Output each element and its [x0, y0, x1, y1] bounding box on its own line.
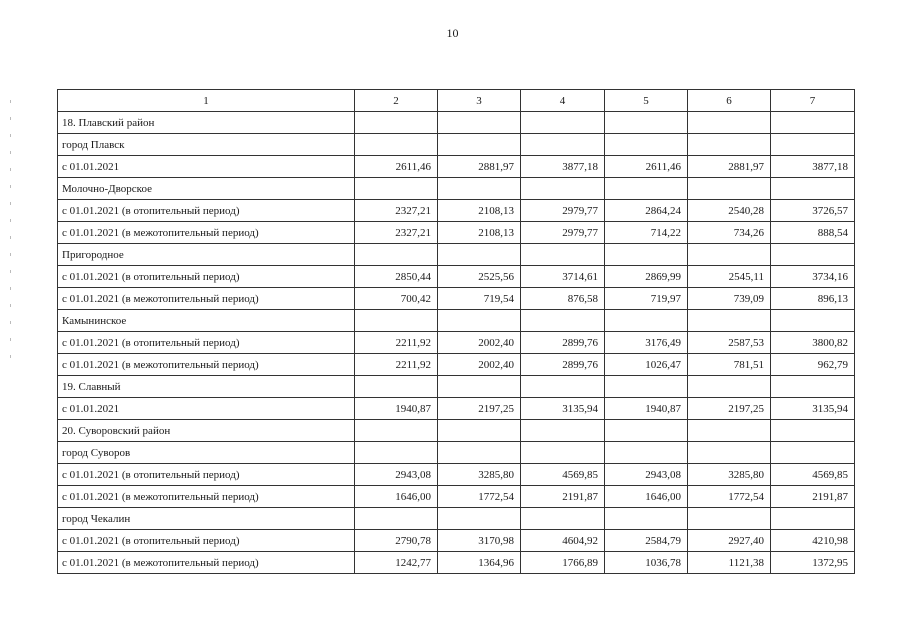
value-cell: 962,79 [771, 354, 855, 376]
value-cell: 4604,92 [521, 530, 605, 552]
value-cell [355, 112, 438, 134]
value-cell [605, 310, 688, 332]
value-cell [605, 244, 688, 266]
header-cell: 1 [58, 90, 355, 112]
value-cell: 2864,24 [605, 200, 688, 222]
value-cell: 3285,80 [688, 464, 771, 486]
value-cell [438, 442, 521, 464]
header-cell: 5 [605, 90, 688, 112]
row-label-cell: Молочно-Дворское [58, 178, 355, 200]
value-cell: 2881,97 [438, 156, 521, 178]
value-cell [605, 508, 688, 530]
value-cell: 4569,85 [771, 464, 855, 486]
value-cell: 3726,57 [771, 200, 855, 222]
value-cell [771, 244, 855, 266]
value-cell [521, 112, 605, 134]
table-row [58, 222, 855, 244]
value-cell: 2927,40 [688, 530, 771, 552]
value-cell [521, 134, 605, 156]
value-cell [521, 442, 605, 464]
value-cell: 714,22 [605, 222, 688, 244]
value-cell [688, 134, 771, 156]
table-row [58, 442, 855, 464]
value-cell [438, 310, 521, 332]
value-cell [521, 508, 605, 530]
value-cell [521, 420, 605, 442]
value-cell: 1646,00 [355, 486, 438, 508]
row-label-cell: Камынинское [58, 310, 355, 332]
value-cell: 2611,46 [355, 156, 438, 178]
value-cell [438, 112, 521, 134]
value-cell [438, 376, 521, 398]
table-row [58, 508, 855, 530]
value-cell [771, 310, 855, 332]
table-row [58, 332, 855, 354]
value-cell: 2584,79 [605, 530, 688, 552]
row-label-cell: город Плавск [58, 134, 355, 156]
row-label-cell: 19. Славный [58, 376, 355, 398]
value-cell [521, 244, 605, 266]
value-cell: 1940,87 [605, 398, 688, 420]
row-label-cell: с 01.01.2021 (в межотопительный период) [58, 222, 355, 244]
value-cell: 3176,49 [605, 332, 688, 354]
value-cell [438, 508, 521, 530]
value-cell [521, 376, 605, 398]
value-cell: 2899,76 [521, 354, 605, 376]
value-cell: 2108,13 [438, 222, 521, 244]
table-row [58, 354, 855, 376]
value-cell: 2540,28 [688, 200, 771, 222]
tariff-table [57, 89, 855, 574]
value-cell [688, 178, 771, 200]
value-cell: 2899,76 [521, 332, 605, 354]
value-cell: 4210,98 [771, 530, 855, 552]
row-label-cell: с 01.01.2021 (в отопительный период) [58, 200, 355, 222]
value-cell [438, 244, 521, 266]
header-cell: 4 [521, 90, 605, 112]
table-row [58, 200, 855, 222]
value-cell: 2790,78 [355, 530, 438, 552]
value-cell: 1772,54 [438, 486, 521, 508]
value-cell: 1364,96 [438, 552, 521, 574]
value-cell: 1372,95 [771, 552, 855, 574]
value-cell [771, 376, 855, 398]
value-cell: 3714,61 [521, 266, 605, 288]
table-row [58, 552, 855, 574]
table-row [58, 112, 855, 134]
row-label-cell: с 01.01.2021 (в отопительный период) [58, 266, 355, 288]
value-cell: 719,54 [438, 288, 521, 310]
value-cell: 896,13 [771, 288, 855, 310]
value-cell [605, 134, 688, 156]
value-cell: 1026,47 [605, 354, 688, 376]
value-cell: 2191,87 [521, 486, 605, 508]
value-cell: 2002,40 [438, 332, 521, 354]
table-row [58, 178, 855, 200]
value-cell: 1940,87 [355, 398, 438, 420]
value-cell [688, 244, 771, 266]
value-cell [438, 178, 521, 200]
row-label-cell: с 01.01.2021 (в отопительный период) [58, 530, 355, 552]
value-cell: 2191,87 [771, 486, 855, 508]
value-cell [771, 178, 855, 200]
value-cell: 4569,85 [521, 464, 605, 486]
table-row [58, 310, 855, 332]
table-row [58, 288, 855, 310]
value-cell: 876,58 [521, 288, 605, 310]
row-label-cell: с 01.01.2021 (в отопительный период) [58, 332, 355, 354]
value-cell: 3734,16 [771, 266, 855, 288]
value-cell [438, 420, 521, 442]
row-label-cell: город Чекалин [58, 508, 355, 530]
value-cell [355, 376, 438, 398]
row-label-cell: с 01.01.2021 [58, 156, 355, 178]
value-cell [771, 420, 855, 442]
value-cell [605, 420, 688, 442]
table-row [58, 464, 855, 486]
table-row [58, 486, 855, 508]
value-cell: 3170,98 [438, 530, 521, 552]
value-cell: 1646,00 [605, 486, 688, 508]
value-cell: 2525,56 [438, 266, 521, 288]
row-label-cell: 18. Плавский район [58, 112, 355, 134]
value-cell: 3800,82 [771, 332, 855, 354]
value-cell [605, 178, 688, 200]
value-cell [688, 420, 771, 442]
value-cell [688, 112, 771, 134]
value-cell [771, 134, 855, 156]
value-cell: 2850,44 [355, 266, 438, 288]
value-cell: 1242,77 [355, 552, 438, 574]
value-cell [688, 442, 771, 464]
table-row [58, 156, 855, 178]
value-cell: 2881,97 [688, 156, 771, 178]
header-cell: 2 [355, 90, 438, 112]
header-cell: 6 [688, 90, 771, 112]
value-cell: 1766,89 [521, 552, 605, 574]
value-cell: 2545,11 [688, 266, 771, 288]
table-row [58, 398, 855, 420]
value-cell [438, 134, 521, 156]
table-row [58, 134, 855, 156]
value-cell [688, 508, 771, 530]
value-cell [771, 508, 855, 530]
value-cell: 888,54 [771, 222, 855, 244]
value-cell: 1036,78 [605, 552, 688, 574]
value-cell: 2211,92 [355, 354, 438, 376]
value-cell [521, 178, 605, 200]
row-label-cell: Пригородное [58, 244, 355, 266]
value-cell [605, 376, 688, 398]
value-cell: 2979,77 [521, 222, 605, 244]
value-cell: 781,51 [688, 354, 771, 376]
value-cell: 3877,18 [771, 156, 855, 178]
value-cell: 2869,99 [605, 266, 688, 288]
value-cell: 2108,13 [438, 200, 521, 222]
table-row [58, 420, 855, 442]
value-cell: 734,26 [688, 222, 771, 244]
value-cell [688, 310, 771, 332]
value-cell [355, 310, 438, 332]
value-cell: 1772,54 [688, 486, 771, 508]
row-label-cell: с 01.01.2021 (в отопительный период) [58, 464, 355, 486]
value-cell [355, 508, 438, 530]
value-cell: 2327,21 [355, 200, 438, 222]
value-cell: 3285,80 [438, 464, 521, 486]
row-label-cell: с 01.01.2021 (в межотопительный период) [58, 486, 355, 508]
row-label-cell: 20. Суворовский район [58, 420, 355, 442]
value-cell: 2943,08 [355, 464, 438, 486]
value-cell: 2943,08 [605, 464, 688, 486]
header-cell: 3 [438, 90, 521, 112]
value-cell: 3135,94 [521, 398, 605, 420]
value-cell: 3877,18 [521, 156, 605, 178]
value-cell: 1121,38 [688, 552, 771, 574]
value-cell: 2327,21 [355, 222, 438, 244]
value-cell [605, 442, 688, 464]
row-label-cell: с 01.01.2021 (в межотопительный период) [58, 288, 355, 310]
scan-edge-marks [10, 100, 12, 530]
value-cell: 2197,25 [438, 398, 521, 420]
value-cell [355, 134, 438, 156]
value-cell: 2211,92 [355, 332, 438, 354]
value-cell: 2611,46 [605, 156, 688, 178]
value-cell: 2979,77 [521, 200, 605, 222]
row-label-cell: с 01.01.2021 [58, 398, 355, 420]
header-cell: 7 [771, 90, 855, 112]
table-row [58, 376, 855, 398]
value-cell [605, 112, 688, 134]
table-row [58, 244, 855, 266]
tariff-table-container [57, 89, 854, 574]
row-label-cell: город Суворов [58, 442, 355, 464]
value-cell: 2197,25 [688, 398, 771, 420]
value-cell [688, 376, 771, 398]
value-cell [355, 178, 438, 200]
value-cell: 719,97 [605, 288, 688, 310]
row-label-cell: с 01.01.2021 (в межотопительный период) [58, 354, 355, 376]
value-cell: 739,09 [688, 288, 771, 310]
value-cell [771, 112, 855, 134]
value-cell: 3135,94 [771, 398, 855, 420]
table-row [58, 266, 855, 288]
table-body [58, 90, 855, 574]
value-cell [355, 442, 438, 464]
row-label-cell: с 01.01.2021 (в межотопительный период) [58, 552, 355, 574]
value-cell: 2002,40 [438, 354, 521, 376]
table-header-row [58, 90, 855, 112]
value-cell [521, 310, 605, 332]
value-cell: 700,42 [355, 288, 438, 310]
value-cell [355, 420, 438, 442]
page-number: 10 [446, 26, 459, 40]
value-cell: 2587,53 [688, 332, 771, 354]
table-row [58, 530, 855, 552]
value-cell [355, 244, 438, 266]
value-cell [771, 442, 855, 464]
